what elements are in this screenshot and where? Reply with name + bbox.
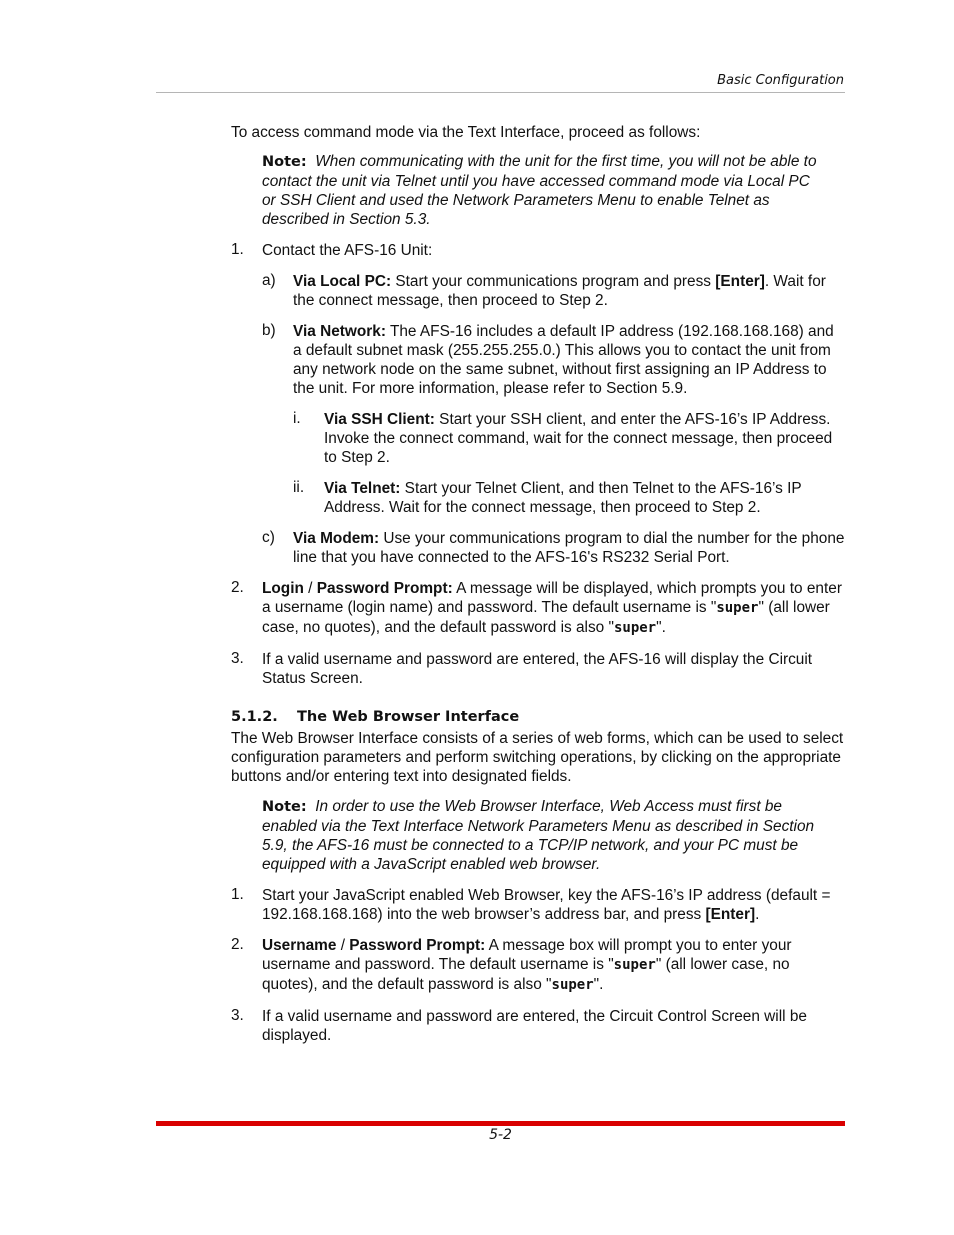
step-3 xyxy=(231,650,846,688)
step-2-title-login: Login xyxy=(262,580,304,597)
step-1b-ii-mark: ii. xyxy=(293,479,305,496)
step-2-number: 2. xyxy=(231,579,244,596)
web-step-3-number: 3. xyxy=(231,1007,244,1024)
step-1c-title: Via Modem: xyxy=(293,530,380,547)
note-1-text: When communicating with the unit for the first time, you will not be able to contact the unit via Telnet until you have accessed command mode via Local PC or SSH Client and used the Network Parameters Menu to enable Telnet as described in Section 5.3. xyxy=(262,153,817,228)
step-1b xyxy=(231,322,846,398)
step-1 xyxy=(231,241,846,260)
footer-rule xyxy=(156,1121,845,1126)
section-paragraph: The Web Browser Interface consists of a series of web forms, which can be used to select configuration parameters and perform switching operations, by clicking on the appropriate buttons and/or entering text into designated fields. xyxy=(231,730,844,785)
step-1b-ii-text: Start your Telnet Client, and then Telnet to the AFS-16’s IP Address. Wait for the connect message, then proceed to Step 2. xyxy=(324,480,802,516)
step-1c-text: Use your communications program to dial the number for the phone line that you have connected to the AFS-16's RS232 Serial Port. xyxy=(293,530,845,566)
web-step-2 xyxy=(231,936,846,995)
step-1a-text: Start your communications program and press xyxy=(391,273,716,290)
step-1a-title: Via Local PC: xyxy=(293,273,392,290)
step-2-slash: / xyxy=(303,580,317,597)
step-1b-title: Via Network: xyxy=(293,323,386,340)
step-2-text: A message will be displayed, which prompts you to enter a username (login name) and password. The default username is " xyxy=(262,580,842,616)
web-step-3-text: If a valid username and password are entered, the Circuit Control Screen will be displayed. xyxy=(262,1008,807,1044)
step-1b-i-mark: i. xyxy=(293,410,301,427)
section-number: 5.1.2. xyxy=(231,709,278,725)
intro-paragraph: To access command mode via the Text Interface, proceed as follows: xyxy=(231,124,701,141)
page-content xyxy=(231,123,846,1057)
header-rule xyxy=(156,92,845,93)
step-1a-mark: a) xyxy=(262,272,276,289)
web-step-2-text-mid: " (all lower case, no quotes), and the default password is also " xyxy=(262,956,790,993)
step-1b-mark: b) xyxy=(262,322,276,339)
step-2 xyxy=(231,579,846,638)
web-step-1-number: 1. xyxy=(231,886,244,903)
note-1 xyxy=(262,152,822,229)
step-1a-text-end: . Wait for the connect message, then proceed to Step 2. xyxy=(293,273,826,309)
web-step-2-number: 2. xyxy=(231,936,244,953)
note-1-label: Note: xyxy=(262,154,307,170)
note-2-label: Note: xyxy=(262,799,307,815)
step-3-number: 3. xyxy=(231,650,244,667)
web-step-2-title-username: Username xyxy=(262,937,337,954)
step-2-text-end: ". xyxy=(656,619,666,636)
default-username: super xyxy=(716,600,759,616)
note-2 xyxy=(262,797,822,874)
step-1-text: Contact the AFS-16 Unit: xyxy=(262,242,433,259)
step-1b-ii-title: Via Telnet: xyxy=(324,480,401,497)
step-1c xyxy=(231,529,846,567)
step-1b-i-text: Start your SSH client, and enter the AFS-16’s IP Address. Invoke the connect command, wait for the connect message, then proceed to Step 2. xyxy=(324,411,833,466)
web-step-1-text: Start your JavaScript enabled Web Browser, key the AFS-16’s IP address (default = 192.168.168.168) into the web browser’s address bar, and press xyxy=(262,887,831,923)
step-1b-i-title: Via SSH Client: xyxy=(324,411,435,428)
web-step-2-text: A message box will prompt you to enter your username and password. The default username is " xyxy=(262,937,792,973)
page-number: 5-2 xyxy=(489,1127,512,1143)
step-1b-text: The AFS-16 includes a default IP address (192.168.168.168) and a default subnet mask (255.255.255.0.) This allows you to contact the unit from any network node on the same subnet, without first assigning an IP Address to the unit. For more information, please refer to Section 5.9. xyxy=(293,323,834,397)
web-step-2-slash: / xyxy=(336,937,350,954)
web-step-3 xyxy=(231,1007,846,1045)
section-heading xyxy=(231,708,846,727)
step-1a xyxy=(231,272,846,310)
web-default-username: super xyxy=(613,957,656,973)
web-step-1-text-end: . xyxy=(755,906,760,923)
web-enter-key: [Enter] xyxy=(705,906,756,923)
step-1b-i xyxy=(231,410,846,467)
enter-key: [Enter] xyxy=(715,273,765,290)
web-default-password: super xyxy=(551,977,594,993)
default-password: super xyxy=(613,620,657,636)
web-step-1 xyxy=(231,886,846,924)
step-1-number: 1. xyxy=(231,241,244,258)
step-1b-ii xyxy=(231,479,846,517)
running-header: Basic Configuration xyxy=(717,73,844,88)
note-2-text: In order to use the Web Browser Interface, Web Access must first be enabled via the Text Interface Network Parameters Menu as described in Section 5.9, the AFS-16 must be connected to a TCP/IP network, and your PC must be equipped with a JavaScript enabled web browser. xyxy=(262,798,815,873)
step-1c-mark: c) xyxy=(262,529,275,546)
step-2-text-mid: " (all lower case, no quotes), and the default password is also " xyxy=(262,599,830,636)
web-step-2-text-end: ". xyxy=(593,976,604,993)
step-2-title-password: Password Prompt: xyxy=(316,580,453,597)
step-3-text: If a valid username and password are entered, the AFS-16 will display the Circuit Status Screen. xyxy=(262,651,813,687)
section-title: The Web Browser Interface xyxy=(297,709,520,725)
web-step-2-title-password: Password Prompt: xyxy=(349,937,486,954)
